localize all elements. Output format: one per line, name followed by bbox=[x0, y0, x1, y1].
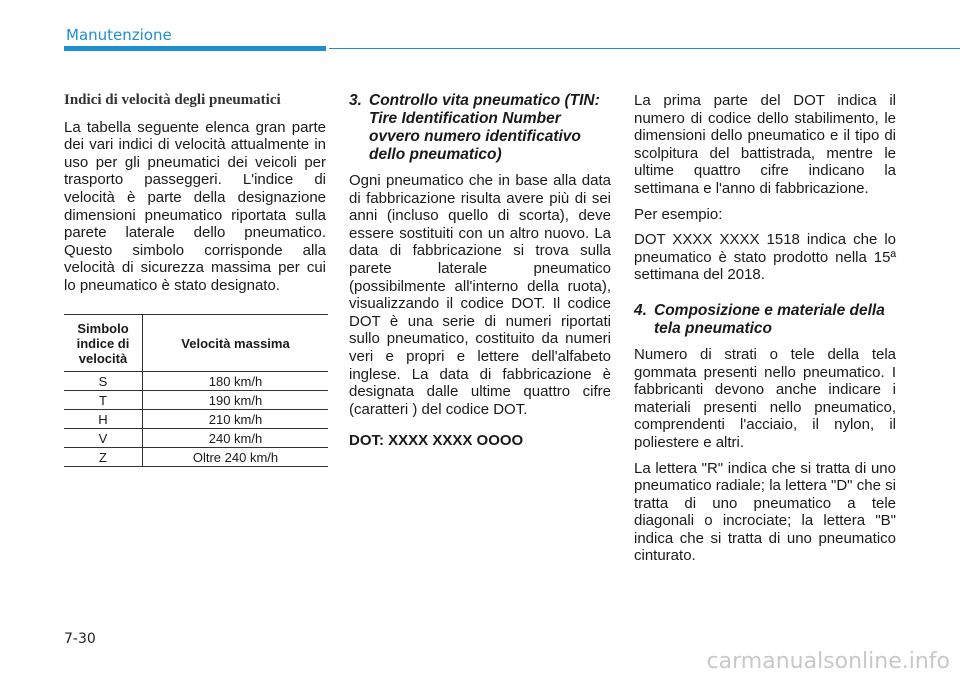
table-cell-symbol: V bbox=[64, 429, 143, 448]
dot-example-paragraph: DOT XXXX XXXX 1518 indica che lo pneumatico è stato prodotto nella 15ª settimana del 2018. bbox=[634, 231, 896, 284]
page-number: 7-30 bbox=[64, 631, 96, 647]
dot-code-example: DOT: XXXX XXXX OOOO bbox=[349, 432, 524, 450]
composition-paragraph: Numero di strati o tele della tela gommata presenti nello pneumatico. I fabbricanti devono anche indicare i materiali presenti nello pneumatico, comprendenti l'acciaio, il nylon, il poliestere e altri. bbox=[634, 345, 896, 451]
speed-index-heading: Indici di velocità degli pneumatici bbox=[64, 92, 281, 108]
heading-number: 3. bbox=[349, 92, 362, 109]
table-cell-speed: Oltre 240 km/h bbox=[143, 448, 329, 467]
table-row bbox=[64, 429, 328, 448]
table-cell-speed: 210 km/h bbox=[143, 410, 329, 429]
column-left bbox=[64, 92, 326, 303]
table-cell-symbol: T bbox=[64, 391, 143, 410]
example-label: Per esempio: bbox=[634, 205, 723, 223]
table-row bbox=[64, 372, 328, 391]
column-middle bbox=[349, 92, 611, 458]
tire-life-heading bbox=[349, 92, 611, 164]
radial-letter-paragraph: La lettera "R" indica che si tratta di uno pneumatico radiale; la lettera "D" che si tratta di uno pneumatico a tele diagonali o incrociate; la lettera "B" indica che si tratta di uno pneumatico cinturato. bbox=[634, 459, 896, 565]
table-cell-symbol: H bbox=[64, 410, 143, 429]
table-header-symbol: Simbolo indice di velocità bbox=[64, 315, 143, 372]
table-cell-speed: 240 km/h bbox=[143, 429, 329, 448]
table-header-max-speed: Velocità massima bbox=[143, 315, 329, 372]
header-rule bbox=[329, 48, 960, 49]
heading-text: Controllo vita pneumatico (TIN: Tire Identification Number ovvero numero identificativo dello pneumatico) bbox=[369, 92, 600, 163]
table-cell-symbol: Z bbox=[64, 448, 143, 467]
speed-index-table bbox=[64, 314, 328, 467]
column-right bbox=[634, 92, 896, 573]
table-cell-symbol: S bbox=[64, 372, 143, 391]
composition-heading bbox=[634, 302, 896, 338]
section-title: Manutenzione bbox=[66, 26, 172, 44]
table-header-row bbox=[64, 315, 328, 372]
table-cell-speed: 190 km/h bbox=[143, 391, 329, 410]
table-row bbox=[64, 410, 328, 429]
dot-explanation-paragraph: La prima parte del DOT indica il numero di codice dello stabilimento, le dimensioni dello pneumatico e il tipo di scolpitura del battistrada, mentre le ultime quattro cifre indicano la settimana e l'anno di fabbricazione. bbox=[634, 92, 896, 197]
table-row bbox=[64, 391, 328, 410]
tire-life-paragraph: Ogni pneumatico che in base alla data di fabbricazione risulta avere più di sei anni (incluso quello di scorta), deve essere sostituiti con un altro nuovo. La data di fabbricazione si trova sulla parete laterale pneumatico (possibilmente all'interno della ruota), visualizzando il codice DOT. Il codice DOT è una serie di numeri riportati sullo pneumatico, costituito da numeri veri e propri e lettere dell'alfabeto inglese. La data di fabbricazione è designata dalle ultime quattro cifre (caratteri ) del codice DOT. bbox=[349, 172, 611, 418]
watermark-text: carmanualsonline.info bbox=[706, 649, 950, 674]
speed-index-paragraph: La tabella seguente elenca gran parte dei vari indici di velocità attualmente in uso per gli pneumatici dei veicoli per trasporto passeggeri. L'indice di velocità è parte della designazione dimensioni pneumatico riportata sulla parete laterale dello pneumatico. Questo simbolo corrisponde alla velocità di sicurezza massima per cui lo pneumatico è stato designato. bbox=[64, 118, 326, 294]
table-row bbox=[64, 448, 328, 467]
header-rule-accent bbox=[64, 46, 326, 51]
heading-number: 4. bbox=[634, 301, 647, 319]
heading-text: Composizione e materiale della tela pneumatico bbox=[654, 301, 885, 337]
table-cell-speed: 180 km/h bbox=[143, 372, 329, 391]
